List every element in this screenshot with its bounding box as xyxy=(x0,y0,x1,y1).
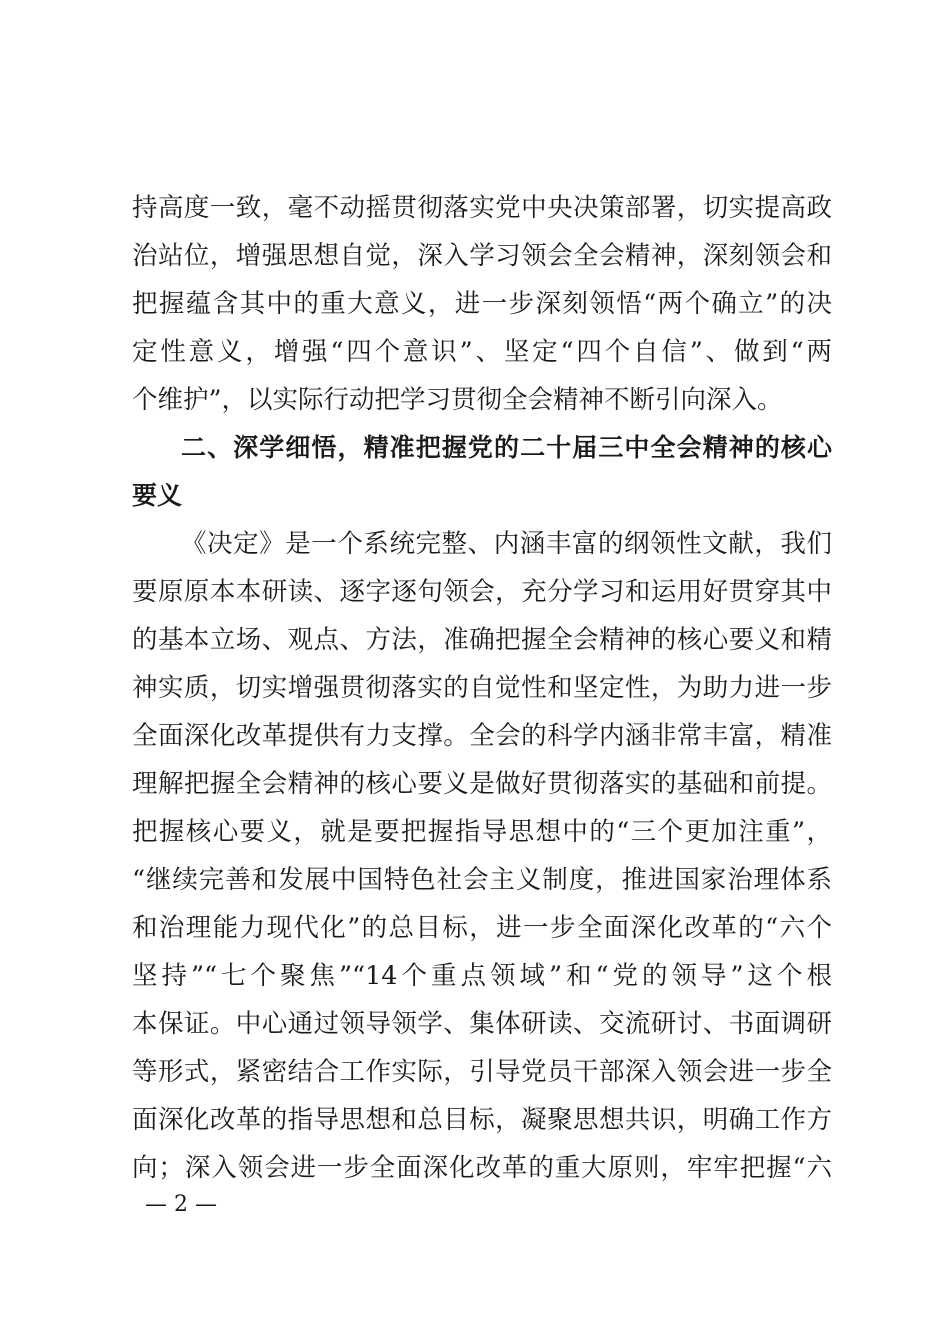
body-line: 等形式，紧密结合工作实际，引导党员干部深入领会进一步全 xyxy=(132,1057,832,1087)
section-heading: 二、深学细悟，精准把握党的二十届三中全会精神的核心 xyxy=(181,433,832,462)
body-line: 坚持”“七个聚焦”“14个重点领域”和“党的领导”这个根 xyxy=(132,961,832,991)
body-line: 定性意义，增强“四个意识”、坚定“四个自信”、做到“两 xyxy=(132,337,832,367)
body-line: 本保证。中心通过领导领学、集体研读、交流研讨、书面调研 xyxy=(132,1009,832,1039)
body-line: 的基本立场、观点、方法，准确把握全会精神的核心要义和精 xyxy=(132,625,832,655)
body-line: “继续完善和发展中国特色社会主义制度，推进国家治理体系 xyxy=(132,865,832,895)
body-line: 和治理能力现代化”的总目标，进一步全面深化改革的“六个 xyxy=(132,913,832,943)
page-number: — 2 — xyxy=(145,1192,217,1217)
body-line: 持高度一致，毫不动摇贯彻落实党中央决策部署，切实提高政 xyxy=(132,193,832,223)
body-line: 神实质，切实增强贯彻落实的自觉性和坚定性，为助力进一步 xyxy=(132,673,832,703)
body-line: 把握蕴含其中的重大意义，进一步深刻领悟“两个确立”的决 xyxy=(132,289,832,319)
body-line: 《决定》是一个系统完整、内涵丰富的纲领性文献，我们 xyxy=(181,529,832,559)
body-line: 要原原本本研读、逐字逐句领会，充分学习和运用好贯穿其中 xyxy=(132,577,832,607)
body-line: 治站位，增强思想自觉，深入学习领会全会精神，深刻领会和 xyxy=(132,241,832,271)
body-line: 向；深入领会进一步全面深化改革的重大原则，牢牢把握“六 xyxy=(132,1153,832,1183)
body-line: 全面深化改革提供有力支撑。全会的科学内涵非常丰富，精准 xyxy=(132,721,832,751)
section-heading-continuation: 要义 xyxy=(132,481,183,510)
body-line: 把握核心要义，就是要把握指导思想中的“三个更加注重”， xyxy=(132,817,832,847)
body-line: 理解把握全会精神的核心要义是做好贯彻落实的基础和前提。 xyxy=(132,769,832,799)
body-line: 个维护”，以实际行动把学习贯彻全会精神不断引向深入。 xyxy=(132,385,783,415)
body-line: 面深化改革的指导思想和总目标，凝聚思想共识，明确工作方 xyxy=(132,1105,832,1135)
